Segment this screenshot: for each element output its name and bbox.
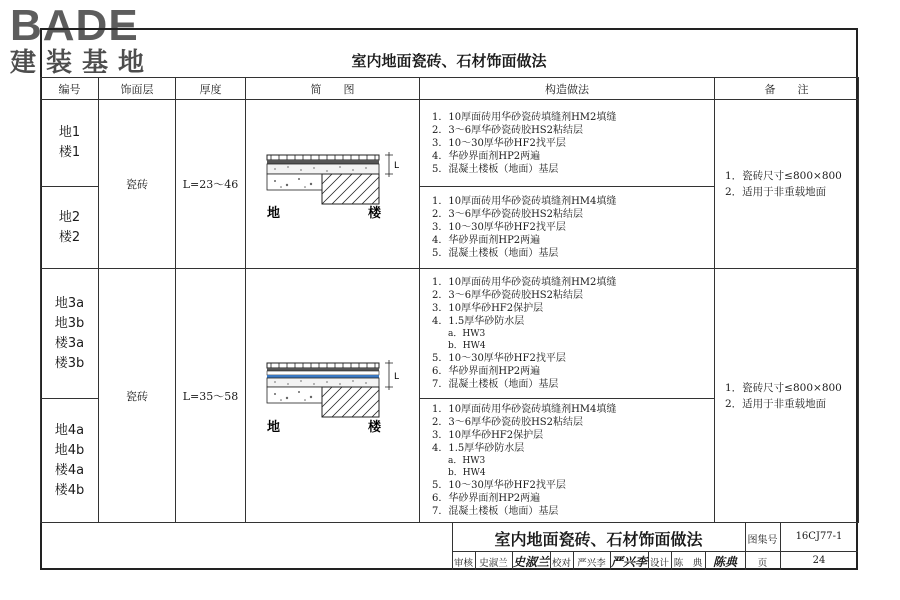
step-item: 4．华砂界面剂HP2两遍 bbox=[432, 235, 541, 246]
ground-base bbox=[267, 174, 322, 190]
step-item: 4．1.5厚华砂防水层 bbox=[432, 443, 525, 454]
step-item: 6．华砂界面剂HP2两遍 bbox=[432, 366, 541, 377]
ground-label: 地 bbox=[266, 206, 280, 221]
step-item: 3．10厚华砂HF2保护层 bbox=[432, 303, 544, 314]
floor-section-diagram-waterproof bbox=[253, 351, 413, 441]
table-row bbox=[41, 269, 859, 399]
step-item: 2．3～6厚华砂瓷砖胶HS2粘结层 bbox=[432, 417, 584, 428]
step-item: 1．10厚面砖用华砂瓷砖填缝剂HM4填缝 bbox=[432, 404, 617, 415]
title-block-title: 室内地面瓷砖、石材饰面做法 bbox=[494, 530, 703, 549]
code-label: 地3b bbox=[54, 315, 85, 331]
code-label: 地3a bbox=[54, 295, 85, 311]
diagram-cell bbox=[246, 100, 420, 269]
floor-label: 楼 bbox=[367, 206, 381, 221]
designer-signature: 陈典 bbox=[712, 555, 737, 569]
step-item: 1．10厚面砖用华砂瓷砖填缝剂HM2填缝 bbox=[432, 111, 617, 123]
step-item: 7．混凝土楼板（地面）基层 bbox=[432, 379, 559, 390]
thickness-cell: L=35～58 bbox=[176, 269, 246, 523]
method-cell bbox=[420, 269, 715, 399]
step-subitem: b．HW4 bbox=[448, 468, 486, 478]
code-label: 地2 bbox=[58, 209, 81, 225]
tile-layer bbox=[267, 155, 379, 160]
step-item: 5．混凝土楼板（地面）基层 bbox=[432, 248, 559, 259]
finish-cell: 瓷砖 bbox=[99, 100, 176, 269]
code-cell bbox=[41, 187, 99, 269]
code-cell bbox=[41, 100, 99, 187]
diagram-cell bbox=[246, 269, 420, 523]
step-subitem: a．HW3 bbox=[448, 456, 486, 466]
slab-base bbox=[322, 387, 379, 417]
method-cell bbox=[420, 399, 715, 523]
page-number: 24 bbox=[812, 555, 826, 566]
page-title: 室内地面瓷砖、石材饰面做法 bbox=[351, 52, 547, 70]
note-item: 2．适用于非重载地面 bbox=[725, 186, 827, 198]
code-label: 楼2 bbox=[58, 229, 81, 245]
checker-name: 严兴李 bbox=[577, 558, 606, 569]
header-method: 构造做法 bbox=[420, 78, 715, 100]
ground-base bbox=[267, 387, 322, 403]
step-item: 2．3～6厚华砂瓷砖胶HS2粘结层 bbox=[432, 124, 584, 136]
note-item: 2．适用于非重载地面 bbox=[725, 397, 827, 410]
note-item: 1．瓷砖尺寸≤800×800 bbox=[725, 381, 842, 394]
thickness-cell: L=23～46 bbox=[176, 100, 246, 269]
atlas-number: 16CJ77-1 bbox=[795, 531, 843, 542]
header-diagram: 简 图 bbox=[246, 78, 420, 100]
header-notes: 备 注 bbox=[715, 78, 859, 100]
code-label: 楼1 bbox=[58, 145, 81, 160]
check-label: 校对 bbox=[551, 558, 571, 569]
table-row bbox=[41, 100, 859, 187]
code-label: 地4b bbox=[54, 442, 85, 458]
logo-subtitle: 建装基地 bbox=[10, 48, 155, 78]
step-item: 2．3～6厚华砂瓷砖胶HS2粘结层 bbox=[432, 290, 584, 301]
header-thickness: 厚度 bbox=[176, 78, 246, 100]
step-subitem: a．HW3 bbox=[448, 329, 486, 339]
step-subitem: b．HW4 bbox=[448, 341, 486, 351]
step-item: 5．10～30厚华砂HF2找平层 bbox=[432, 353, 566, 364]
adhesive-layer bbox=[267, 160, 379, 164]
ground-label: 地 bbox=[266, 419, 280, 435]
step-item: 4．1.5厚华砂防水层 bbox=[432, 316, 525, 327]
step-item: 6．华砂界面剂HP2两遍 bbox=[432, 493, 541, 504]
step-item: 3．10～30厚华砂HF2找平层 bbox=[432, 137, 566, 149]
table-header-row bbox=[41, 78, 859, 100]
step-item: 5．混凝土楼板（地面）基层 bbox=[432, 163, 559, 175]
review-label: 审核 bbox=[453, 558, 473, 569]
header-finish: 饰面层 bbox=[99, 78, 176, 100]
slab-base bbox=[322, 174, 379, 204]
notes-cell bbox=[715, 100, 859, 269]
step-item: 1．10厚面砖用华砂瓷砖填缝剂HM4填缝 bbox=[432, 196, 617, 207]
waterproof-layer bbox=[267, 375, 379, 378]
code-label: 楼4a bbox=[54, 462, 85, 478]
code-label: 楼3b bbox=[54, 355, 85, 371]
protection-layer bbox=[267, 371, 379, 375]
reviewer-signature: 史淑兰 bbox=[512, 555, 549, 569]
note-item: 1．瓷砖尺寸≤800×800 bbox=[725, 170, 842, 182]
reviewer-name: 史淑兰 bbox=[479, 558, 508, 569]
designer-name: 陈 典 bbox=[673, 558, 703, 569]
step-item: 5．10～30厚华砂HF2找平层 bbox=[432, 480, 566, 491]
screed-layer bbox=[267, 164, 379, 174]
code-label: 楼3a bbox=[54, 335, 85, 351]
checker-signature: 严兴李 bbox=[610, 555, 647, 569]
method-cell bbox=[420, 187, 715, 269]
construction-table bbox=[40, 77, 859, 523]
method-cell bbox=[420, 100, 715, 187]
dimension-label: L bbox=[393, 161, 399, 171]
step-item: 2．3～6厚华砂瓷砖胶HS2粘结层 bbox=[432, 209, 584, 220]
atlas-label: 图集号 bbox=[747, 535, 778, 546]
finish-cell: 瓷砖 bbox=[99, 269, 176, 523]
step-item: 4．华砂界面剂HP2两遍 bbox=[432, 150, 541, 162]
logo-brand: BADE bbox=[10, 1, 139, 50]
screed-layer bbox=[267, 378, 379, 387]
notes-cell bbox=[715, 269, 859, 523]
code-label: 地4a bbox=[54, 422, 85, 438]
step-item: 1．10厚面砖用华砂瓷砖填缝剂HM2填缝 bbox=[432, 277, 617, 288]
dimension-label: L bbox=[393, 371, 399, 382]
floor-label: 楼 bbox=[367, 419, 381, 435]
code-label: 楼4b bbox=[54, 482, 85, 498]
step-item: 3．10厚华砂HF2保护层 bbox=[432, 430, 544, 441]
tile-layer bbox=[267, 363, 379, 368]
design-label: 设计 bbox=[649, 558, 669, 569]
adhesive-layer bbox=[267, 368, 379, 371]
code-cell bbox=[41, 269, 99, 399]
page-label: 页 bbox=[757, 558, 768, 569]
code-label: 地1 bbox=[58, 125, 81, 140]
header-code: 编号 bbox=[41, 78, 99, 100]
step-item: 3．10～30厚华砂HF2找平层 bbox=[432, 222, 566, 233]
code-cell bbox=[41, 399, 99, 523]
floor-section-diagram bbox=[253, 139, 413, 229]
step-item: 7．混凝土楼板（地面）基层 bbox=[432, 506, 559, 517]
